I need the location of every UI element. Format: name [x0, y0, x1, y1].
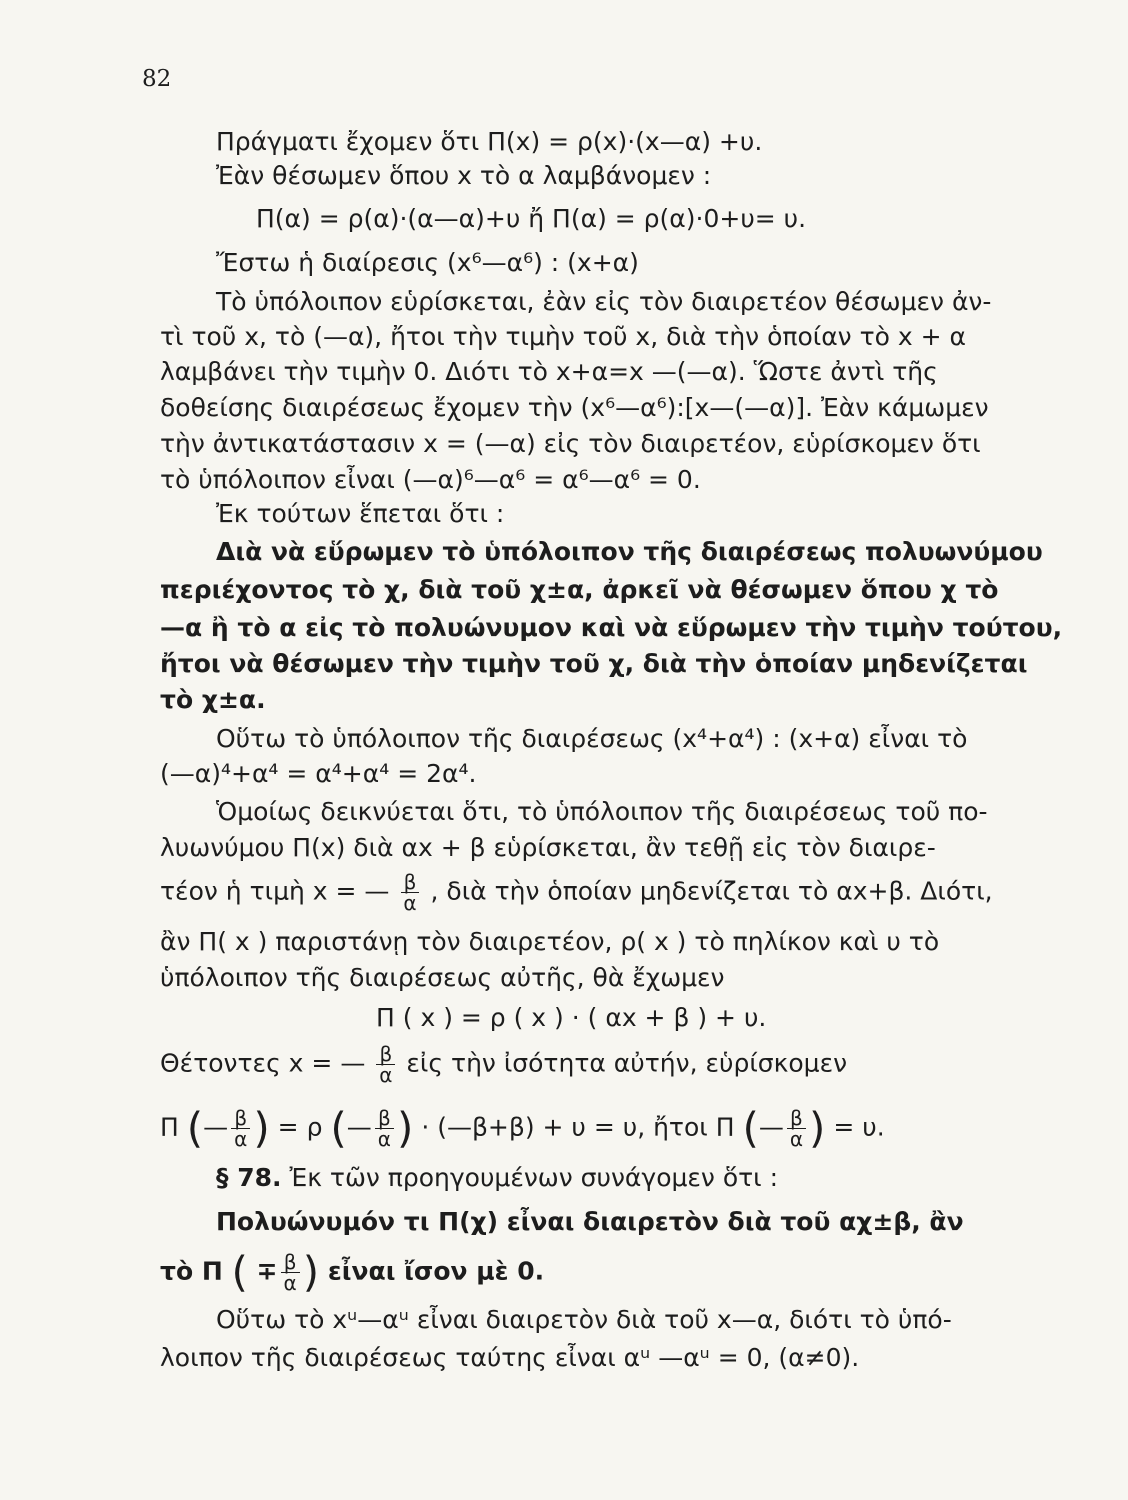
theorem-line: περιέχοντος τὸ χ, διὰ τοῦ χ±α, ἀρκεῖ νὰ θέσωμεν ὅπου χ τὸ — [160, 575, 999, 604]
fraction — [400, 872, 419, 913]
page-number: 82 — [142, 66, 172, 92]
text-line: ἂν Π( x ) παριστάνῃ τὸν διαιρετέον, ρ( x ) τὸ πηλίκον καὶ υ τὸ — [160, 927, 940, 956]
text-segment: ρ — [306, 1112, 323, 1142]
section-number: § 78. — [216, 1163, 282, 1192]
text-line: Πράγματι ἔχομεν ὅτι Π(x) = ρ(x)·(x—α) +υ. — [216, 127, 763, 156]
text-line: Οὕτω τὸ xᵘ—αᵘ εἶναι διαιρετὸν διὰ τοῦ x—α, διότι τὸ ὑπό- — [216, 1305, 952, 1334]
text-line-content: Τὸ ὑπόλοιπον εὑρίσκεται, ἐὰν εἰς τὸν διαιρετέον θέσωμεν ἀν- — [216, 287, 992, 316]
fraction — [281, 1252, 300, 1293]
text-line: Ἔστω ἡ διαίρεσις (x⁶—α⁶) : (x+α) — [216, 248, 639, 277]
fraction-denominator: α — [283, 1271, 297, 1295]
text-segment: τὸ Π — [160, 1256, 223, 1286]
text-line: ὑπόλοιπον τῆς διαιρέσεως αὐτῆς, θὰ ἔχωμεν — [160, 963, 725, 992]
fraction-numerator: β — [376, 1044, 395, 1065]
fraction — [231, 1108, 250, 1149]
equation-line: Π ( x ) = ρ ( x ) · ( αx + β ) + υ. — [376, 1003, 767, 1032]
fraction — [376, 1044, 395, 1085]
text-line-with-fraction — [160, 872, 1026, 913]
text-segment: Θέτοντες x = — — [160, 1048, 366, 1078]
theorem-line: —α ἢ τὸ α εἰς τὸ πολυώνυμον καὶ νὰ εὕρωμεν τὴν τιμὴν τούτου, — [160, 613, 1063, 642]
text-line: λυωνύμου Π(x) διὰ αx + β εὑρίσκεται, ἂν τεθῇ εἰς τὸν διαιρε- — [160, 833, 936, 862]
fraction-denominator: α — [789, 1127, 804, 1151]
section-line — [216, 1162, 1026, 1194]
fraction-numerator: β — [401, 872, 420, 893]
fraction-denominator: α — [403, 891, 417, 915]
parenthesis: ) — [809, 1103, 826, 1153]
parenthesis: ) — [396, 1103, 414, 1153]
text-segment: τέον ἡ τιμὴ x = — — [160, 876, 390, 906]
fraction-denominator: α — [377, 1127, 391, 1151]
text-segment: · (—β+β) + υ = υ, ἤτοι Π — [421, 1112, 735, 1142]
text-line: (—α)⁴+α⁴ = α⁴+α⁴ = 2α⁴. — [160, 759, 477, 788]
theorem-line-with-fraction — [160, 1247, 1026, 1297]
parenthesis: ( — [742, 1103, 759, 1153]
text-line: τὸ ὑπόλοιπον εἶναι (—α)⁶—α⁶ = α⁶—α⁶ = 0. — [160, 465, 701, 494]
text-segment: , διὰ τὴν ὁποίαν μηδενίζεται τὸ αx+β. Διότι, — [430, 876, 993, 906]
fraction-denominator: α — [234, 1127, 248, 1151]
text-line — [216, 286, 1026, 318]
theorem-line: Διὰ νὰ εὕρωμεν τὸ ὑπόλοιπον τῆς διαιρέσεως πολυωνύμου — [216, 537, 1043, 566]
fraction — [787, 1108, 806, 1149]
equation-line: Π(α) = ρ(α)·(α—α)+υ ἤ Π(α) = ρ(α)·0+υ= υ. — [256, 204, 807, 233]
theorem-line: ἤτοι νὰ θέσωμεν τὴν τιμὴν τοῦ χ, διὰ τὴν ὁποίαν μηδενίζεται — [160, 649, 1028, 678]
text-line: δοθείσης διαιρέσεως ἔχομεν τὴν (x⁶—α⁶):[x—(—α)]. Ἐὰν κάμωμεν — [160, 393, 989, 422]
theorem-line: Πολυώνυμόν τι Π(χ) εἶναι διαιρετὸν διὰ τοῦ αχ±β, ἂν — [216, 1207, 964, 1236]
text-line-with-fraction — [160, 1044, 1026, 1085]
fraction — [375, 1108, 394, 1149]
fraction-numerator: β — [281, 1252, 300, 1273]
fraction-denominator: α — [379, 1063, 393, 1087]
sign: ∓ — [256, 1256, 278, 1286]
theorem-line: τὸ χ±α. — [160, 685, 266, 714]
text-line: Ἐὰν θέσωμεν ὅπου x τὸ α λαμβάνομεν : — [216, 161, 712, 190]
text-line: Ὁμοίως δεικνύεται ὅτι, τὸ ὑπόλοιπον τῆς διαιρέσεως τοῦ πο- — [216, 797, 988, 826]
parenthesis: ( — [186, 1103, 204, 1153]
text-line: λοιπον τῆς διαιρέσεως ταύτης εἶναι αᵘ —αᵘ = 0, (α≠0). — [160, 1343, 860, 1372]
text-segment: εἶναι ἴσον μὲ 0. — [327, 1256, 545, 1286]
text-line: τὶ τοῦ x, τὸ (—α), ἤτοι τὴν τιμὴν τοῦ x, διὰ τὴν ὁποίαν τὸ x + α — [160, 322, 966, 351]
text-line: τὴν ἀντικατάστασιν x = (—α) εἰς τὸν διαιρετέον, εὑρίσκομεν ὅτι — [160, 429, 981, 458]
text-line: Οὕτω τὸ ὑπόλοιπον τῆς διαιρέσεως (x⁴+α⁴) : (x+α) εἶναι τὸ — [216, 724, 968, 753]
text-segment: = υ. — [833, 1112, 885, 1142]
fraction-numerator: β — [375, 1108, 394, 1129]
parenthesis: ( — [231, 1247, 248, 1297]
text-line: Ἐκ τούτων ἕπεται ὅτι : — [216, 499, 505, 528]
fraction-numerator: β — [231, 1108, 250, 1129]
text-line: λαμβάνει τὴν τιμὴν 0. Διότι τὸ x+α=x —(—α). Ὥστε ἀντὶ τῆς — [160, 357, 938, 386]
parenthesis: ) — [253, 1103, 270, 1153]
equation-line: Π (— $\frac{\beta}{\alpha}$ ) = ρ (— $\frac{\beta}{\alpha}$ ) · (—β+β) + υ = υ, ἤτοι Π (— $\frac{\beta}{\alpha}$ ) = υ. — [160, 1103, 885, 1153]
text-segment: εἰς τὴν ἰσότητα αὐτήν, εὑρίσκομεν — [406, 1048, 848, 1078]
parenthesis: ( — [330, 1103, 347, 1153]
text-segment: Ἐκ τῶν προηγουμένων συνάγομεν ὅτι : — [289, 1163, 779, 1192]
parenthesis: ) — [302, 1247, 320, 1297]
fraction-numerator: β — [787, 1108, 806, 1129]
text-segment: Π — [160, 1112, 179, 1142]
